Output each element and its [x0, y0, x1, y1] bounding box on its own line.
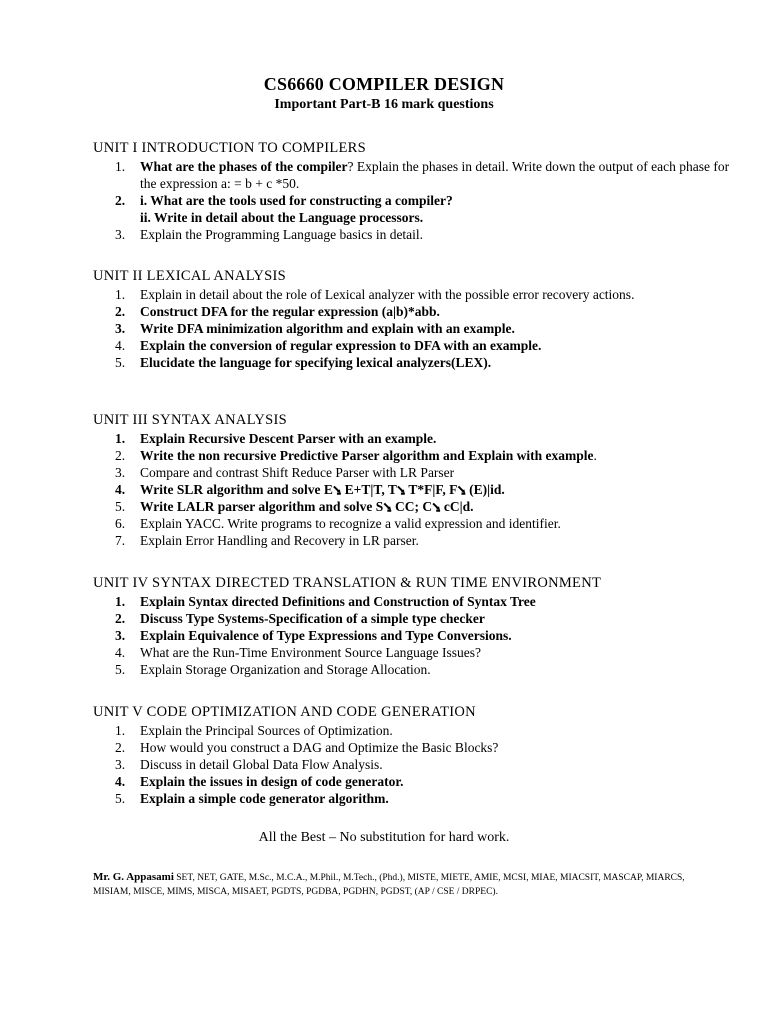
question-number: 3. — [115, 227, 126, 242]
question-text: ? Explain the phases in detail. Write down the output of each phase for the expression a: = b + c *50. — [140, 159, 730, 191]
question-item — [93, 773, 733, 790]
author-block — [93, 870, 693, 899]
question-number: 5. — [115, 355, 126, 370]
question-text: Explain the Principal Sources of Optimization. — [140, 723, 393, 738]
unit-heading: UNIT I INTRODUCTION TO COMPILERS — [93, 140, 367, 156]
question-number: 4. — [115, 338, 126, 353]
unit-heading: UNIT III SYNTAX ANALYSIS — [93, 412, 288, 428]
question-item — [93, 532, 733, 549]
question-number: 3. — [115, 321, 126, 336]
closing-note: All the Best – No substitution for hard work. — [258, 830, 510, 845]
question-bold-text: Explain a simple code generator algorithm. — [140, 791, 389, 806]
question-text: Explain in detail about the role of Lexical analyzer with the possible error recovery actions. — [140, 287, 635, 302]
question-item — [93, 498, 733, 515]
question-number: 5. — [115, 662, 126, 677]
question-list — [93, 593, 733, 678]
question-number: 3. — [115, 757, 126, 772]
question-item — [93, 756, 733, 773]
question-number: 5. — [115, 791, 126, 806]
question-list — [93, 722, 733, 807]
question-number: 5. — [115, 499, 126, 514]
question-item — [93, 593, 733, 610]
question-bold-text: Explain Syntax directed Definitions and Construction of Syntax Tree — [140, 594, 536, 609]
question-item — [93, 722, 733, 739]
question-list — [93, 286, 733, 371]
question-item — [93, 158, 733, 192]
page-title: CS6660 COMPILER DESIGN — [263, 74, 505, 94]
page-subtitle: Important Part-B 16 mark questions — [274, 97, 494, 112]
unit-section — [93, 266, 733, 371]
question-number: 3. — [115, 628, 126, 643]
question-item — [93, 515, 733, 532]
question-item — [93, 286, 733, 303]
question-item — [93, 610, 733, 627]
question-number: 4. — [115, 645, 126, 660]
question-list — [93, 430, 733, 549]
question-item — [93, 354, 733, 371]
unit-section — [93, 573, 733, 678]
question-bold-text: Explain Recursive Descent Parser with an example. — [140, 431, 437, 446]
question-item — [93, 447, 733, 464]
question-number: 1. — [115, 431, 126, 446]
question-number: 6. — [115, 516, 126, 531]
unit-heading: UNIT IV SYNTAX DIRECTED TRANSLATION & RUN TIME ENVIRONMENT — [93, 575, 602, 591]
unit-heading: UNIT V CODE OPTIMIZATION AND CODE GENERATION — [93, 704, 476, 720]
question-number: 1. — [115, 723, 126, 738]
question-item — [93, 627, 733, 644]
question-text: How would you construct a DAG and Optimize the Basic Blocks? — [140, 740, 499, 755]
question-bold-text: Construct DFA for the regular expression (a|b)*abb. — [140, 304, 440, 319]
question-number: 1. — [115, 287, 126, 302]
question-text: Explain Storage Organization and Storage Allocation. — [140, 662, 431, 677]
question-item — [93, 739, 733, 756]
question-text: Compare and contrast Shift Reduce Parser with LR Parser — [140, 465, 455, 480]
question-number: 2. — [115, 193, 126, 208]
question-number: 2. — [115, 448, 126, 463]
question-item — [93, 192, 733, 226]
question-text: Discuss in detail Global Data Flow Analysis. — [140, 757, 383, 772]
question-item — [93, 661, 733, 678]
question-text: Explain Error Handling and Recovery in LR parser. — [140, 533, 419, 548]
question-number: 4. — [115, 482, 126, 497]
question-item — [93, 481, 733, 498]
question-item — [93, 337, 733, 354]
question-number: 2. — [115, 611, 126, 626]
question-item — [93, 644, 733, 661]
question-text: . — [593, 448, 597, 463]
question-bold-text: What are the phases of the compiler — [140, 159, 348, 174]
question-number: 1. — [115, 594, 126, 609]
question-bold-text: Elucidate the language for specifying lexical analyzers(LEX). — [140, 355, 492, 370]
question-bold-text: Explain the conversion of regular expression to DFA with an example. — [140, 338, 542, 353]
question-number: 2. — [115, 740, 126, 755]
question-bold-text: Discuss Type Systems-Specification of a simple type checker — [140, 611, 485, 626]
question-bold-text: i. What are the tools used for constructing a compiler? — [140, 193, 453, 208]
question-number: 3. — [115, 465, 126, 480]
question-item — [93, 464, 733, 481]
question-bold-text: Explain the issues in design of code generator. — [140, 774, 404, 789]
question-item — [93, 790, 733, 807]
question-number: 7. — [115, 533, 126, 548]
question-bold-text: Write SLR algorithm and solve E⭸ E+T|T, T⭸ T*F|F, F⭸ (E)|id. — [140, 482, 505, 497]
author-name: Mr. G. Appasami — [93, 871, 174, 883]
question-number: 4. — [115, 774, 126, 789]
question-bold-text: Write the non recursive Predictive Parser algorithm and Explain with example — [140, 448, 594, 463]
question-number: 1. — [115, 159, 126, 174]
question-text: Explain the Programming Language basics in detail. — [140, 227, 424, 242]
question-text: What are the Run-Time Environment Source Language Issues? — [140, 645, 482, 660]
author-credentials: SET, NET, GATE, M.Sc., M.C.A., M.Phil., M.Tech., (Phd.), MISTE, MIETE, AMIE, MCSI, MIAE, MIACSIT, MASCAP, MIARCS, MISIAM, MISCE, MIMS, MISCA, MISAET, PGDTS, PGDBA, PGDHN, PGDST, (AP / CSE / DRPEC). — [93, 873, 685, 897]
question-text: Explain YACC. Write programs to recognize a valid expression and identifier. — [140, 516, 561, 531]
question-subpart: ii. Write in detail about the Language processors. — [140, 210, 424, 225]
unit-section — [93, 138, 733, 243]
question-number: 2. — [115, 304, 126, 319]
question-item — [93, 303, 733, 320]
question-bold-text: Explain Equivalence of Type Expressions and Type Conversions. — [140, 628, 512, 643]
unit-section — [93, 702, 733, 807]
unit-section — [93, 410, 733, 549]
question-bold-text: Write DFA minimization algorithm and explain with an example. — [140, 321, 515, 336]
question-item — [93, 430, 733, 447]
question-item — [93, 320, 733, 337]
question-list — [93, 158, 733, 243]
unit-heading: UNIT II LEXICAL ANALYSIS — [93, 268, 287, 284]
question-bold-text: Write LALR parser algorithm and solve S⭸ CC; C⭸ cC|d. — [140, 499, 474, 514]
question-item — [93, 226, 733, 243]
